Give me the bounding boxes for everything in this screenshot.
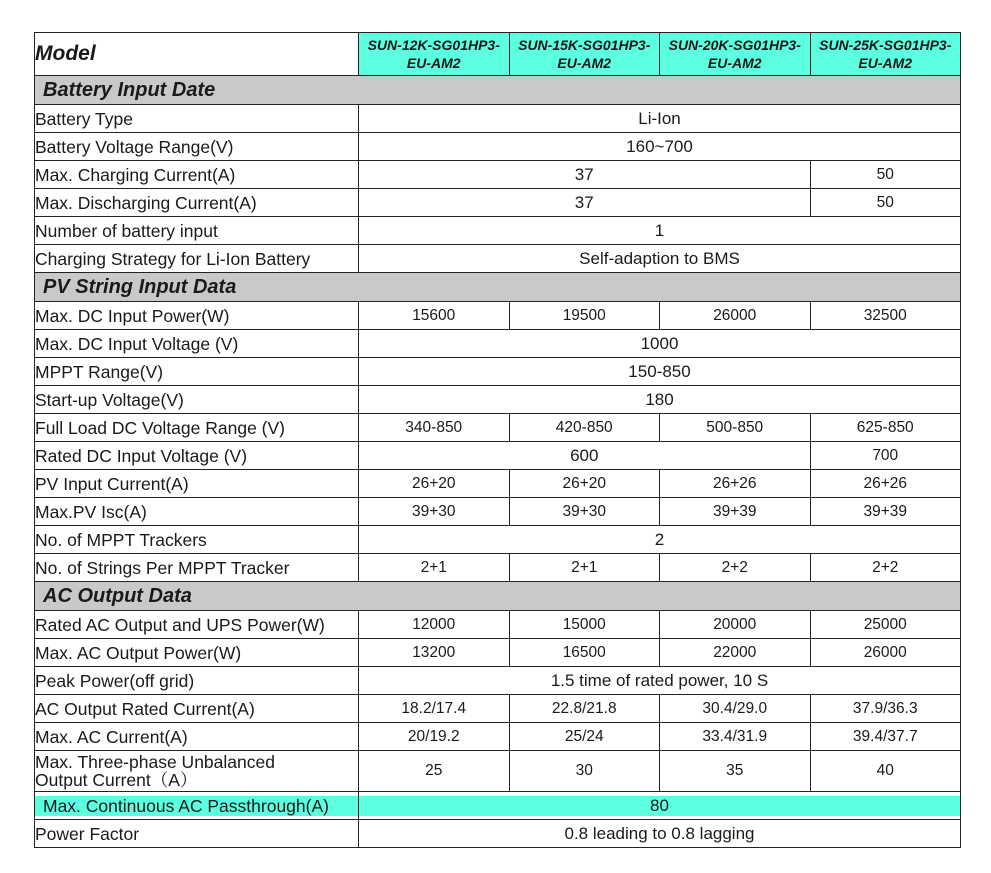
row-label: Battery Type [35, 105, 359, 133]
row-label: Charging Strategy for Li-Ion Battery [35, 245, 359, 273]
value-cell: 700 [810, 442, 961, 470]
section-header-pv-string-input-data [35, 273, 961, 302]
row-label: Max. DC Input Voltage (V) [35, 330, 359, 358]
table-row [35, 792, 961, 820]
row-label: Max. Charging Current(A) [35, 161, 359, 189]
table-row [35, 358, 961, 386]
value-cell: 1 [359, 217, 961, 245]
model-header-cell: SUN-20K-SG01HP3- EU-AM2 [660, 33, 811, 76]
value-cell: 19500 [509, 302, 660, 330]
table-row [35, 723, 961, 751]
value-cell: 26+20 [509, 470, 660, 498]
value-cell: 25 [359, 751, 510, 792]
value-cell: 40 [810, 751, 961, 792]
table-row [35, 105, 961, 133]
value-cell: Li-Ion [359, 105, 961, 133]
value-cell: 37 [359, 161, 811, 189]
value-cell: 600 [359, 442, 811, 470]
value-cell: 2+1 [359, 554, 510, 582]
row-label: Rated DC Input Voltage (V) [35, 442, 359, 470]
value-cell: 22000 [660, 639, 811, 667]
value-cell: 37.9/36.3 [810, 695, 961, 723]
model-header-cell: SUN-25K-SG01HP3- EU-AM2 [810, 33, 961, 76]
row-label: Battery Voltage Range(V) [35, 133, 359, 161]
value-cell: 340-850 [359, 414, 510, 442]
value-cell: 39.4/37.7 [810, 723, 961, 751]
model-header-cell: SUN-15K-SG01HP3- EU-AM2 [509, 33, 660, 76]
value-cell: 26000 [660, 302, 811, 330]
table-row [35, 245, 961, 273]
value-cell [359, 792, 961, 820]
model-header-row [35, 33, 961, 76]
value-cell: 420-850 [509, 414, 660, 442]
value-cell: 2+2 [660, 554, 811, 582]
row-label: No. of MPPT Trackers [35, 526, 359, 554]
value-cell: 26+20 [359, 470, 510, 498]
value-cell: 500-850 [660, 414, 811, 442]
value-cell: 22.8/21.8 [509, 695, 660, 723]
row-label: Start-up Voltage(V) [35, 386, 359, 414]
row-label: MPPT Range(V) [35, 358, 359, 386]
value-cell: 1.5 time of rated power, 10 S [359, 667, 961, 695]
table-row [35, 667, 961, 695]
value-cell: 26+26 [810, 470, 961, 498]
spec-table-body [35, 33, 961, 848]
value-cell: 1000 [359, 330, 961, 358]
row-label: Power Factor [35, 820, 359, 848]
table-row [35, 414, 961, 442]
table-row [35, 639, 961, 667]
value-cell: 15600 [359, 302, 510, 330]
value-cell: 2 [359, 526, 961, 554]
value-cell: 25000 [810, 611, 961, 639]
spec-table [34, 32, 961, 848]
row-label: Max. DC Input Power(W) [35, 302, 359, 330]
row-label: Full Load DC Voltage Range (V) [35, 414, 359, 442]
value-cell: 26+26 [660, 470, 811, 498]
table-row [35, 695, 961, 723]
row-label: Max. Three-phase Unbalanced Output Current（A） [35, 751, 359, 792]
value-cell: Self-adaption to BMS [359, 245, 961, 273]
table-row [35, 386, 961, 414]
value-cell: 39+39 [810, 498, 961, 526]
section-header-ac-output-data [35, 582, 961, 611]
row-label: AC Output Rated Current(A) [35, 695, 359, 723]
table-row [35, 751, 961, 792]
value-cell: 33.4/31.9 [660, 723, 811, 751]
table-row [35, 217, 961, 245]
table-row [35, 611, 961, 639]
row-label [35, 792, 359, 820]
value-cell: 30 [509, 751, 660, 792]
row-label: Max.PV Isc(A) [35, 498, 359, 526]
value-cell: 2+1 [509, 554, 660, 582]
row-label: Number of battery input [35, 217, 359, 245]
value-cell: 625-850 [810, 414, 961, 442]
row-label: Max. AC Output Power(W) [35, 639, 359, 667]
value-cell: 20000 [660, 611, 811, 639]
value-cell: 30.4/29.0 [660, 695, 811, 723]
table-row [35, 498, 961, 526]
table-row [35, 302, 961, 330]
value-cell: 18.2/17.4 [359, 695, 510, 723]
value-cell: 12000 [359, 611, 510, 639]
value-cell: 13200 [359, 639, 510, 667]
value-cell: 2+2 [810, 554, 961, 582]
table-row [35, 189, 961, 217]
table-row [35, 554, 961, 582]
section-header-battery-input-date [35, 76, 961, 105]
row-label: No. of Strings Per MPPT Tracker [35, 554, 359, 582]
value-cell: 15000 [509, 611, 660, 639]
section-title: Battery Input Date [35, 76, 961, 105]
row-label: Max. AC Current(A) [35, 723, 359, 751]
table-row [35, 442, 961, 470]
highlight-band: 80 [359, 796, 960, 816]
value-cell: 50 [810, 161, 961, 189]
table-row [35, 820, 961, 848]
model-header-cell: SUN-12K-SG01HP3- EU-AM2 [359, 33, 510, 76]
value-cell: 35 [660, 751, 811, 792]
value-cell: 160~700 [359, 133, 961, 161]
value-cell: 20/19.2 [359, 723, 510, 751]
value-cell: 180 [359, 386, 961, 414]
value-cell: 16500 [509, 639, 660, 667]
row-label: PV Input Current(A) [35, 470, 359, 498]
value-cell: 26000 [810, 639, 961, 667]
value-cell: 39+30 [359, 498, 510, 526]
value-cell: 0.8 leading to 0.8 lagging [359, 820, 961, 848]
row-label: Rated AC Output and UPS Power(W) [35, 611, 359, 639]
value-cell: 150-850 [359, 358, 961, 386]
value-cell: 37 [359, 189, 811, 217]
section-title: AC Output Data [35, 582, 961, 611]
section-title: PV String Input Data [35, 273, 961, 302]
table-row [35, 133, 961, 161]
row-label: Peak Power(off grid) [35, 667, 359, 695]
model-label: Model [35, 33, 359, 76]
value-cell: 39+30 [509, 498, 660, 526]
table-row [35, 330, 961, 358]
table-row [35, 470, 961, 498]
value-cell: 25/24 [509, 723, 660, 751]
highlight-band: Max. Continuous AC Passthrough(A) [35, 796, 358, 816]
value-cell: 32500 [810, 302, 961, 330]
table-row [35, 526, 961, 554]
value-cell: 39+39 [660, 498, 811, 526]
table-row [35, 161, 961, 189]
value-cell: 50 [810, 189, 961, 217]
row-label: Max. Discharging Current(A) [35, 189, 359, 217]
